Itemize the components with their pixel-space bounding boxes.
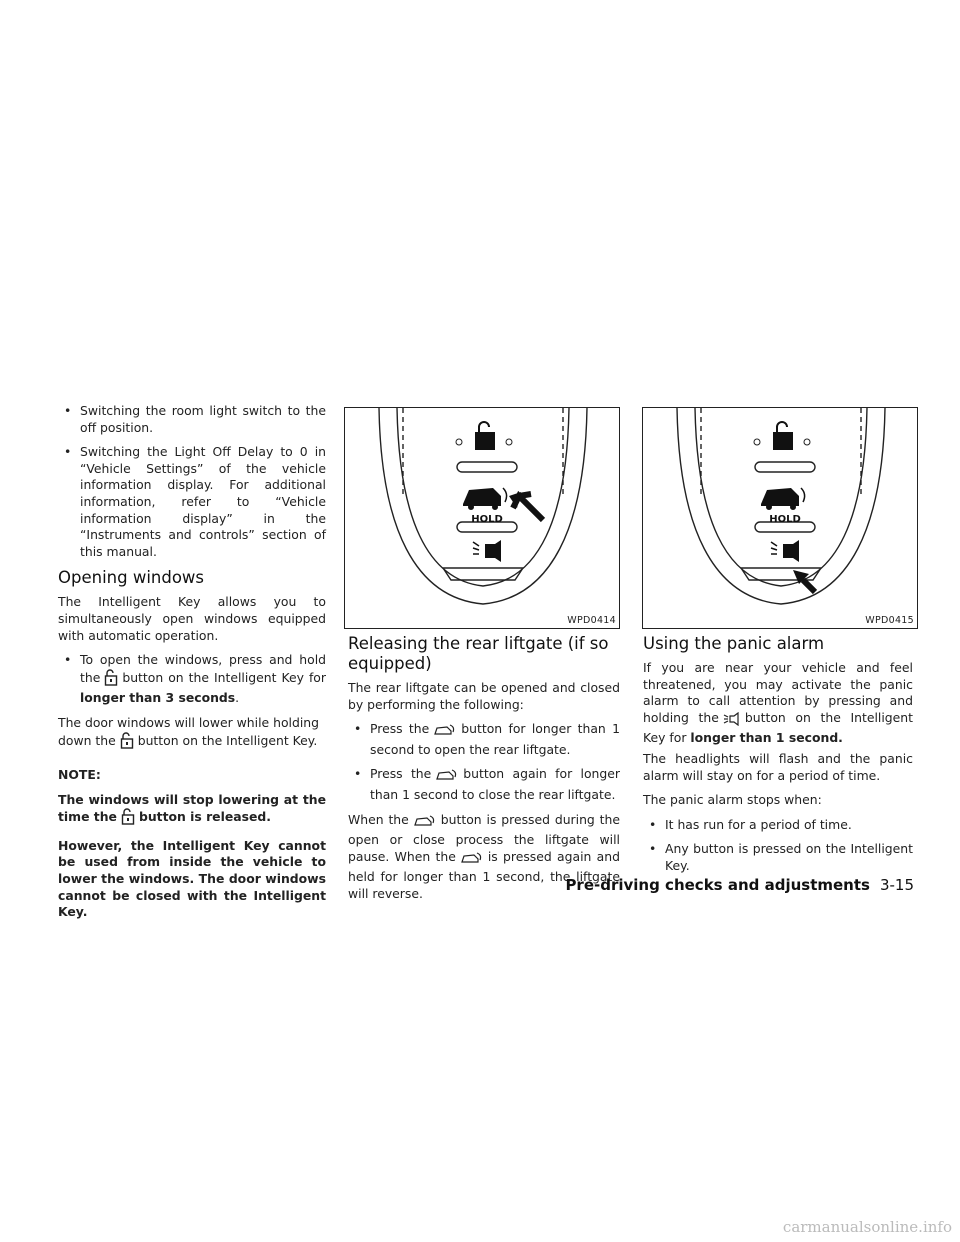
column-right bbox=[643, 634, 913, 883]
watermark: carmanualsonline.info bbox=[782, 1218, 952, 1236]
figure-key-liftgate bbox=[344, 407, 620, 629]
liftgate-icon bbox=[435, 768, 459, 787]
paragraph: The panic alarm stops when: bbox=[643, 792, 822, 808]
section-heading-opening-windows: Opening windows bbox=[58, 568, 205, 588]
unlock-key-icon bbox=[120, 732, 134, 754]
panic-alarm-icon bbox=[723, 712, 741, 731]
section-heading-liftgate: Releasing the rear liftgate (if so equipped) bbox=[348, 634, 609, 673]
section-heading-panic-alarm: Using the panic alarm bbox=[643, 634, 825, 653]
figure-key-panic bbox=[642, 407, 918, 629]
unlock-key-icon bbox=[121, 808, 135, 830]
unlock-key-icon bbox=[104, 669, 118, 691]
liftgate-icon bbox=[460, 851, 484, 870]
list-item: • Press the button again for longer than 1 second to close the rear liftgate. bbox=[354, 766, 620, 802]
paragraph: The Intelligent Key allows you to simultaneously open windows equipped with automatic operation. bbox=[58, 594, 326, 643]
note-text: However, the Intelligent Key cannot be used from inside the vehicle to lower the windows. The door windows cannot be closed with the Intelligent Key. bbox=[58, 837, 326, 920]
paragraph: The headlights will flash and the panic alarm will stay on for a period of time. bbox=[643, 750, 913, 783]
hold-label: HOLD bbox=[471, 514, 503, 525]
note-label: NOTE: bbox=[58, 767, 101, 783]
paragraph: If you are near your vehicle and feel threatened, you may activate the panic alarm to call attention by pressing and holding the button on the Intelligent Key for longer than 1 second. bbox=[643, 660, 913, 746]
list-item: • To open the windows, press and hold the button on the Intelligent Key for longer than 3 seconds. bbox=[64, 652, 326, 706]
list-item: • Switching the room light switch to the off position. bbox=[64, 403, 326, 435]
page-footer bbox=[565, 876, 914, 894]
liftgate-icon bbox=[413, 814, 437, 833]
paragraph: The door windows will lower while holding down the button on the Intelligent Key. bbox=[58, 715, 326, 753]
paragraph: The rear liftgate can be opened and closed by performing the following: bbox=[348, 680, 620, 712]
column-middle bbox=[348, 634, 620, 911]
list-item: • Any button is pressed on the Intelligent Key. bbox=[649, 841, 913, 873]
list-item: • It has run for a period of time. bbox=[649, 816, 852, 832]
column-left bbox=[58, 403, 326, 929]
figure-code: WPD0414 bbox=[567, 615, 616, 626]
footer-section-title: Pre-driving checks and adjustments bbox=[565, 876, 870, 894]
intelligent-key-illustration bbox=[643, 408, 918, 629]
figure-code: WPD0415 bbox=[865, 615, 914, 626]
paragraph: When the button is pressed during the open or close process the liftgate will pause. When the is pressed again and held for longer than 1 second, the liftgate will reverse. bbox=[348, 811, 620, 901]
list-item: • Switching the Light Off Delay to 0 in “Vehicle Settings” of the vehicle information display. For additional information, refer to “Vehicle information display” in the “Instruments and controls” section of this manual. bbox=[64, 444, 326, 559]
hold-label: HOLD bbox=[769, 514, 801, 525]
note-text: The windows will stop lowering at the time the button is released. bbox=[58, 792, 326, 830]
list-item: • Press the button for longer than 1 second to open the rear liftgate. bbox=[354, 721, 620, 757]
intelligent-key-illustration bbox=[345, 408, 620, 629]
page-number: 3-15 bbox=[879, 876, 914, 894]
liftgate-icon bbox=[433, 723, 457, 742]
